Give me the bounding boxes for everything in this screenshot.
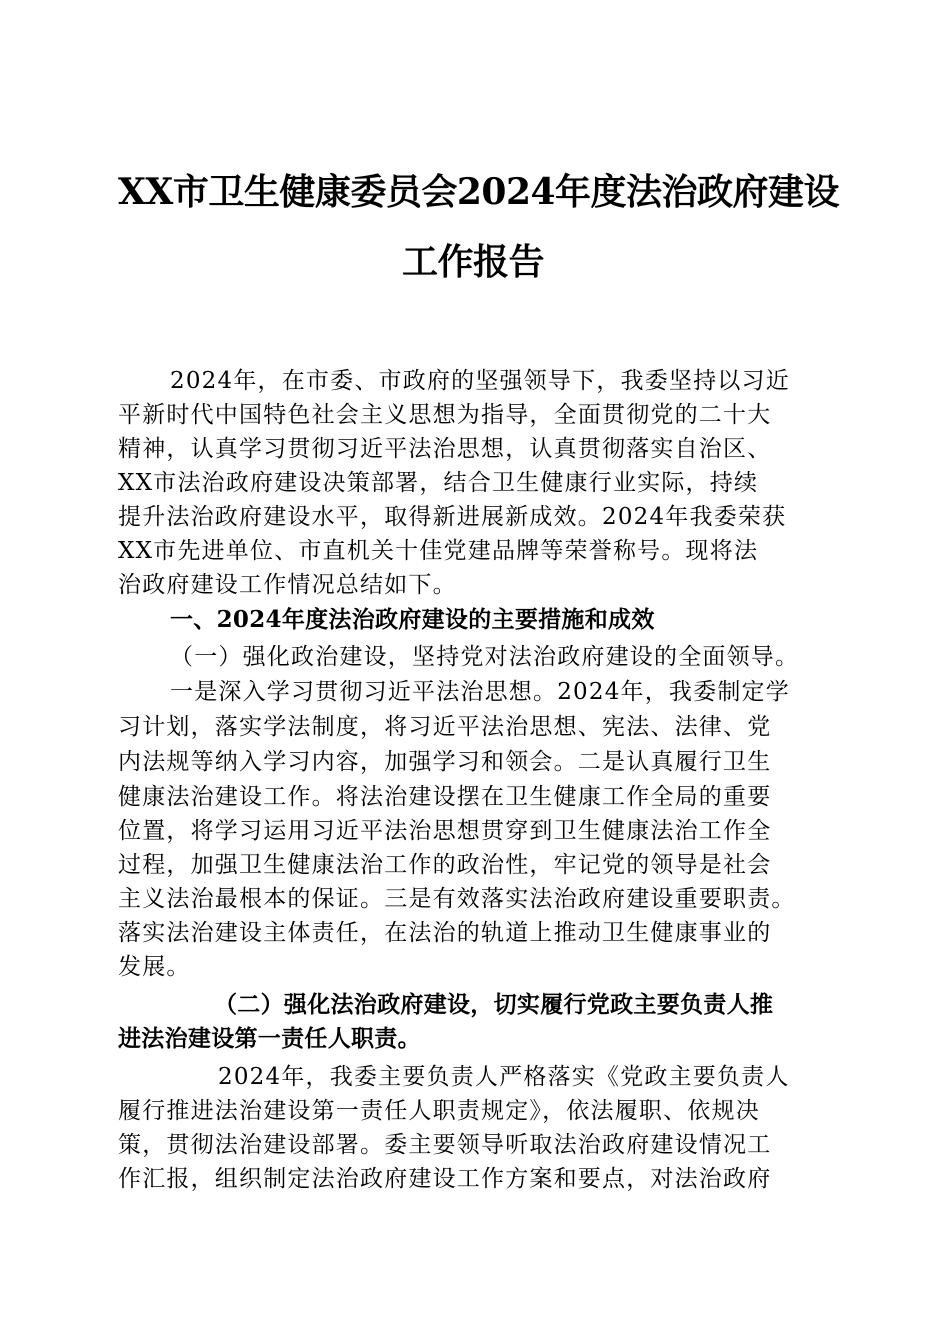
paragraph-line: 平新时代中国特色社会主义思想为指导，全面贯彻党的二十大 bbox=[118, 402, 772, 428]
paragraph-line: 内法规等纳入学习内容，加强学习和领会。二是认真履行卫生 bbox=[118, 749, 772, 775]
paragraph-line: 落实法治建设主体责任，在法治的轨道上推动卫生健康事业的 bbox=[118, 920, 772, 946]
subsection-heading: （二）强化法治政府建设，切实履行党政主要负责人推 bbox=[214, 991, 774, 1018]
paragraph-line: XX市先进单位、市直机关十佳党建品牌等荣誉称号。现将法 bbox=[118, 538, 759, 564]
paragraph-line: 位置，将学习运用习近平法治思想贯穿到卫生健康法治工作全 bbox=[118, 818, 772, 844]
paragraph-line: 履行推进法治建设第一责任人职责规定》，依法履职、依规决 bbox=[118, 1098, 760, 1124]
paragraph-line: 2024年，在市委、市政府的坚强领导下，我委坚持以习近 bbox=[170, 368, 790, 394]
paragraph-line: 提升法治政府建设水平，取得新进展新成效。2024年我委荣获 bbox=[118, 504, 787, 530]
paragraph-line: 过程，加强卫生健康法治工作的政治性，牢记党的领导是社会 bbox=[118, 852, 772, 878]
section-heading: 一、2024年度法治政府建设的主要措施和成效 bbox=[170, 606, 655, 633]
paragraph-line: 发展。 bbox=[118, 954, 191, 980]
paragraph-line: 习计划，落实学法制度，将习近平法治思想、宪法、法律、党 bbox=[118, 714, 772, 740]
paragraph-line: 2024年，我委主要负责人严格落实《党政主要负责人 bbox=[218, 1064, 790, 1090]
subsection-heading: （一）强化政治建设，坚持党对法治政府建设的全面领导。 bbox=[170, 644, 800, 670]
document-title-line-1: XX市卫生健康委员会2024年度法治政府建设 bbox=[118, 171, 840, 213]
paragraph-line: XX市法治政府建设决策部署，结合卫生健康行业实际，持续 bbox=[118, 470, 759, 496]
paragraph-line: 一是深入学习贯彻习近平法治思想。2024年，我委制定学 bbox=[170, 679, 790, 705]
document-title-line-2: 工作报告 bbox=[401, 241, 544, 283]
subsection-heading-continued: 进法治建设第一责任人职责。 bbox=[118, 1025, 421, 1052]
paragraph-line: 健康法治建设工作。将法治建设摆在卫生健康工作全局的重要 bbox=[118, 784, 772, 810]
paragraph-line: 策，贯彻法治建设部署。委主要领导听取法治政府建设情况工 bbox=[118, 1132, 772, 1158]
paragraph-line: 治政府建设工作情况总结如下。 bbox=[118, 572, 457, 598]
paragraph-line: 精神，认真学习贯彻习近平法治思想，认真贯彻落实自治区、 bbox=[118, 436, 772, 462]
paragraph-line: 作汇报，组织制定法治政府建设工作方案和要点，对法治政府 bbox=[118, 1166, 772, 1192]
paragraph-line: 主义法治最根本的保证。三是有效落实法治政府建设重要职责。 bbox=[118, 886, 796, 912]
